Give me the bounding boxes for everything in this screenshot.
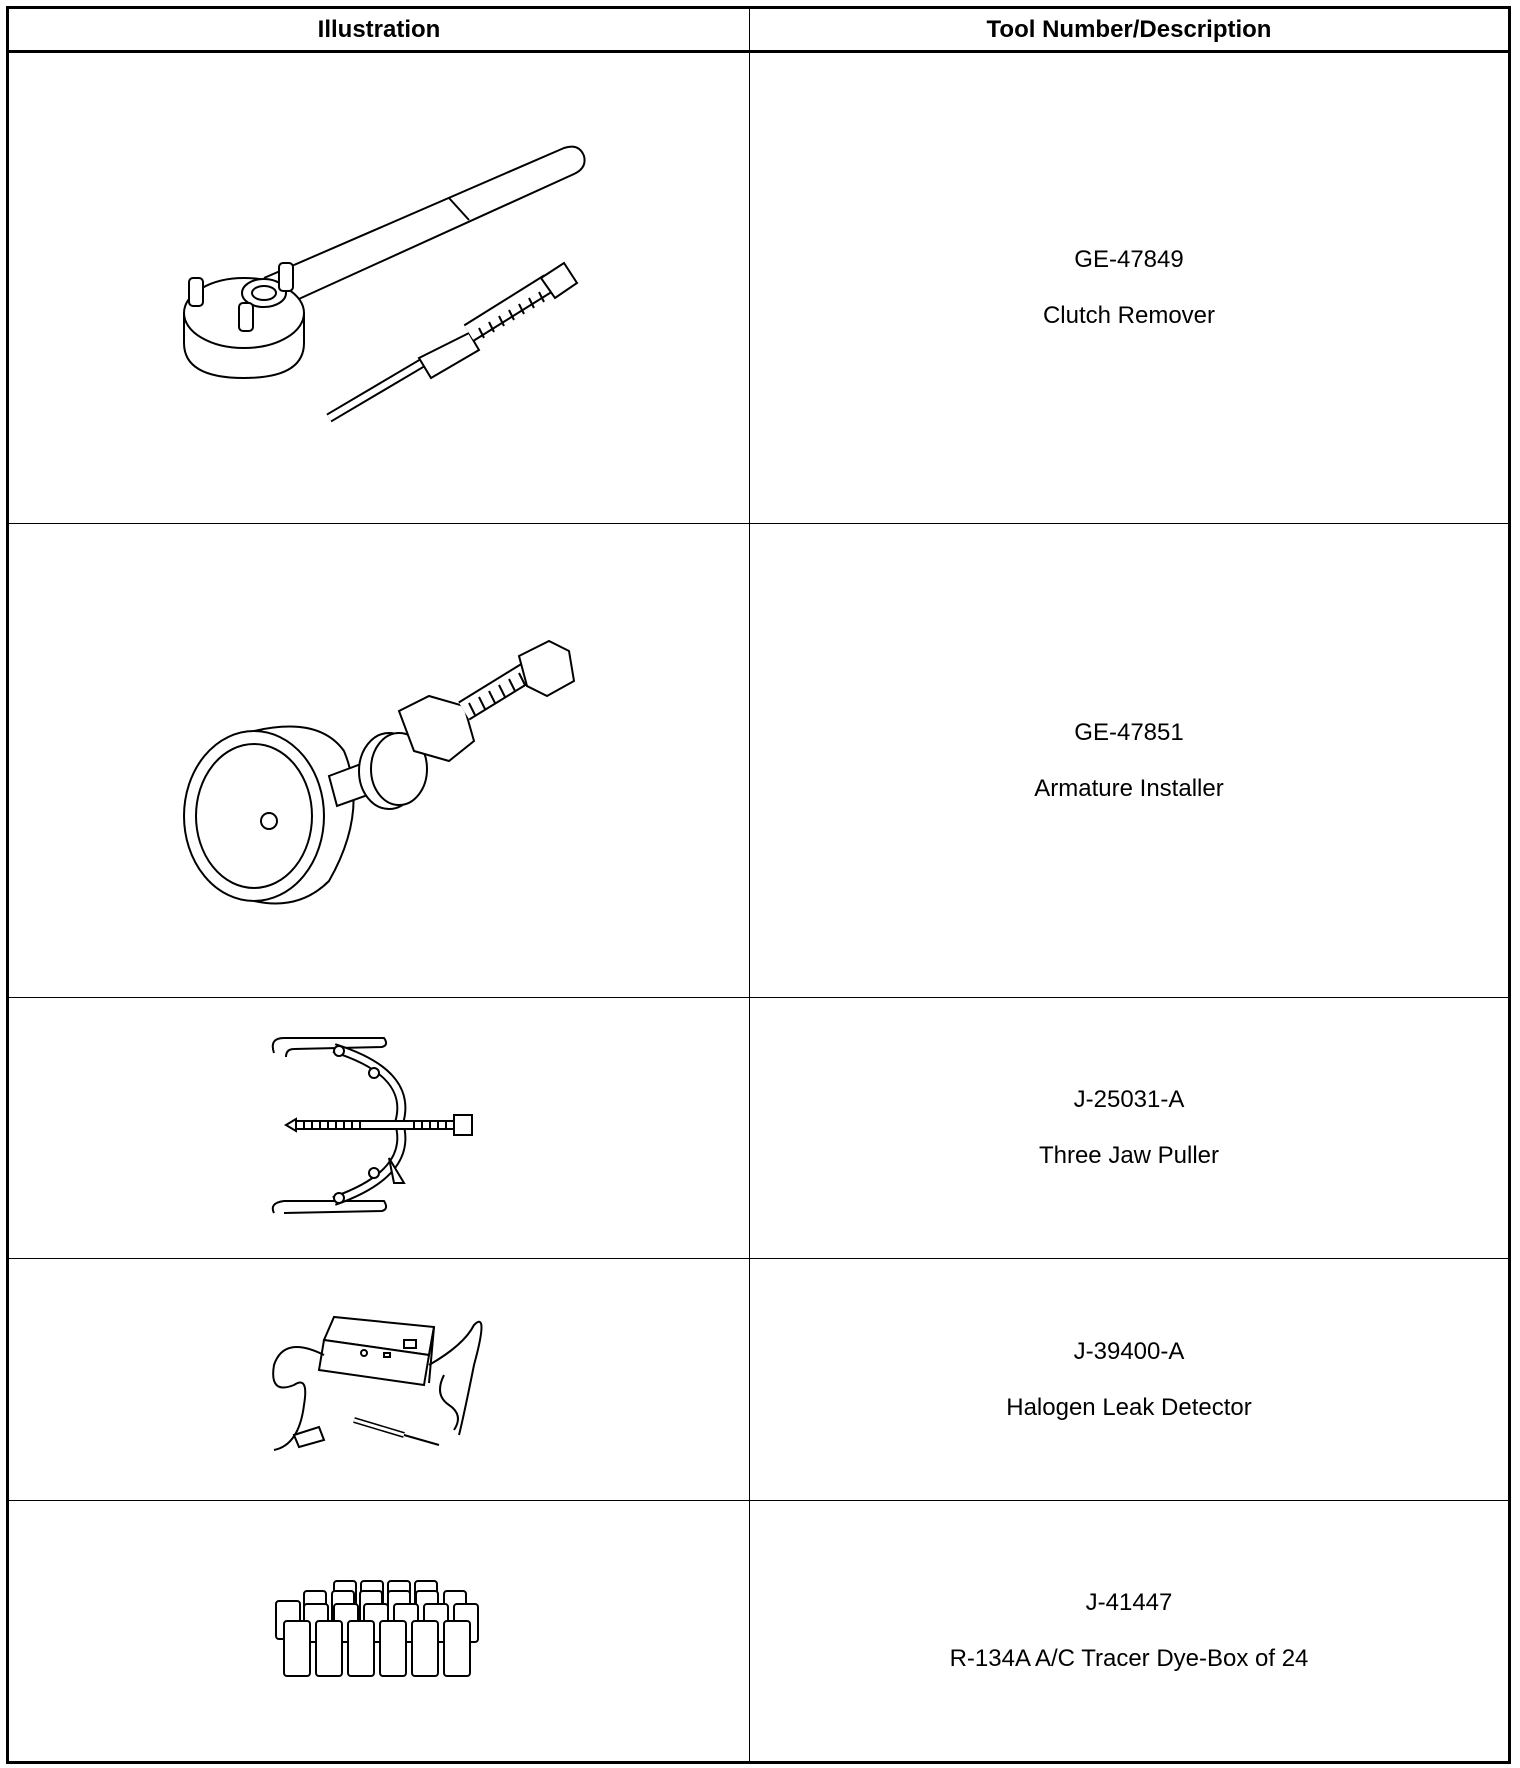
halogen-leak-detector-illustration (264, 1305, 494, 1455)
table-row (8, 52, 1510, 524)
tool-description-cell (750, 52, 1510, 524)
clutch-remover-illustration (169, 138, 589, 438)
illustration-column-header: Illustration (8, 8, 750, 52)
tracer-dye-box-illustration (264, 1576, 494, 1686)
tool-number: J-41447 (1085, 1589, 1173, 1616)
tool-description-cell (750, 1259, 1510, 1501)
table-row (8, 1259, 1510, 1501)
three-jaw-puller-illustration (264, 1033, 494, 1223)
tool-description: Armature Installer (1034, 774, 1224, 802)
tool-number: GE-47849 (1074, 246, 1184, 273)
special-tools-table (6, 6, 1511, 1764)
illustration-cell (8, 1259, 750, 1501)
illustration-cell (8, 524, 750, 998)
tool-description-cell (750, 1501, 1510, 1763)
tool-description: R-134A A/C Tracer Dye-Box of 24 (949, 1645, 1309, 1672)
table-row (8, 998, 1510, 1259)
tool-number: GE-47851 (1074, 718, 1184, 746)
armature-installer-illustration (169, 611, 589, 911)
tool-number: J-25031-A (1073, 1086, 1185, 1113)
tool-description-cell (750, 524, 1510, 998)
table-header-row (8, 8, 1510, 52)
tool-description: Clutch Remover (1042, 302, 1216, 329)
tool-number: J-39400-A (1073, 1337, 1185, 1365)
tool-description-cell (750, 998, 1510, 1259)
illustration-cell (8, 1501, 750, 1763)
tool-description: Halogen Leak Detector (1006, 1393, 1252, 1421)
tool-description: Three Jaw Puller (1038, 1142, 1220, 1169)
illustration-cell (8, 52, 750, 524)
tool-column-header: Tool Number/Description (750, 8, 1510, 52)
table-row (8, 1501, 1510, 1763)
illustration-cell (8, 998, 750, 1259)
table-row (8, 524, 1510, 998)
